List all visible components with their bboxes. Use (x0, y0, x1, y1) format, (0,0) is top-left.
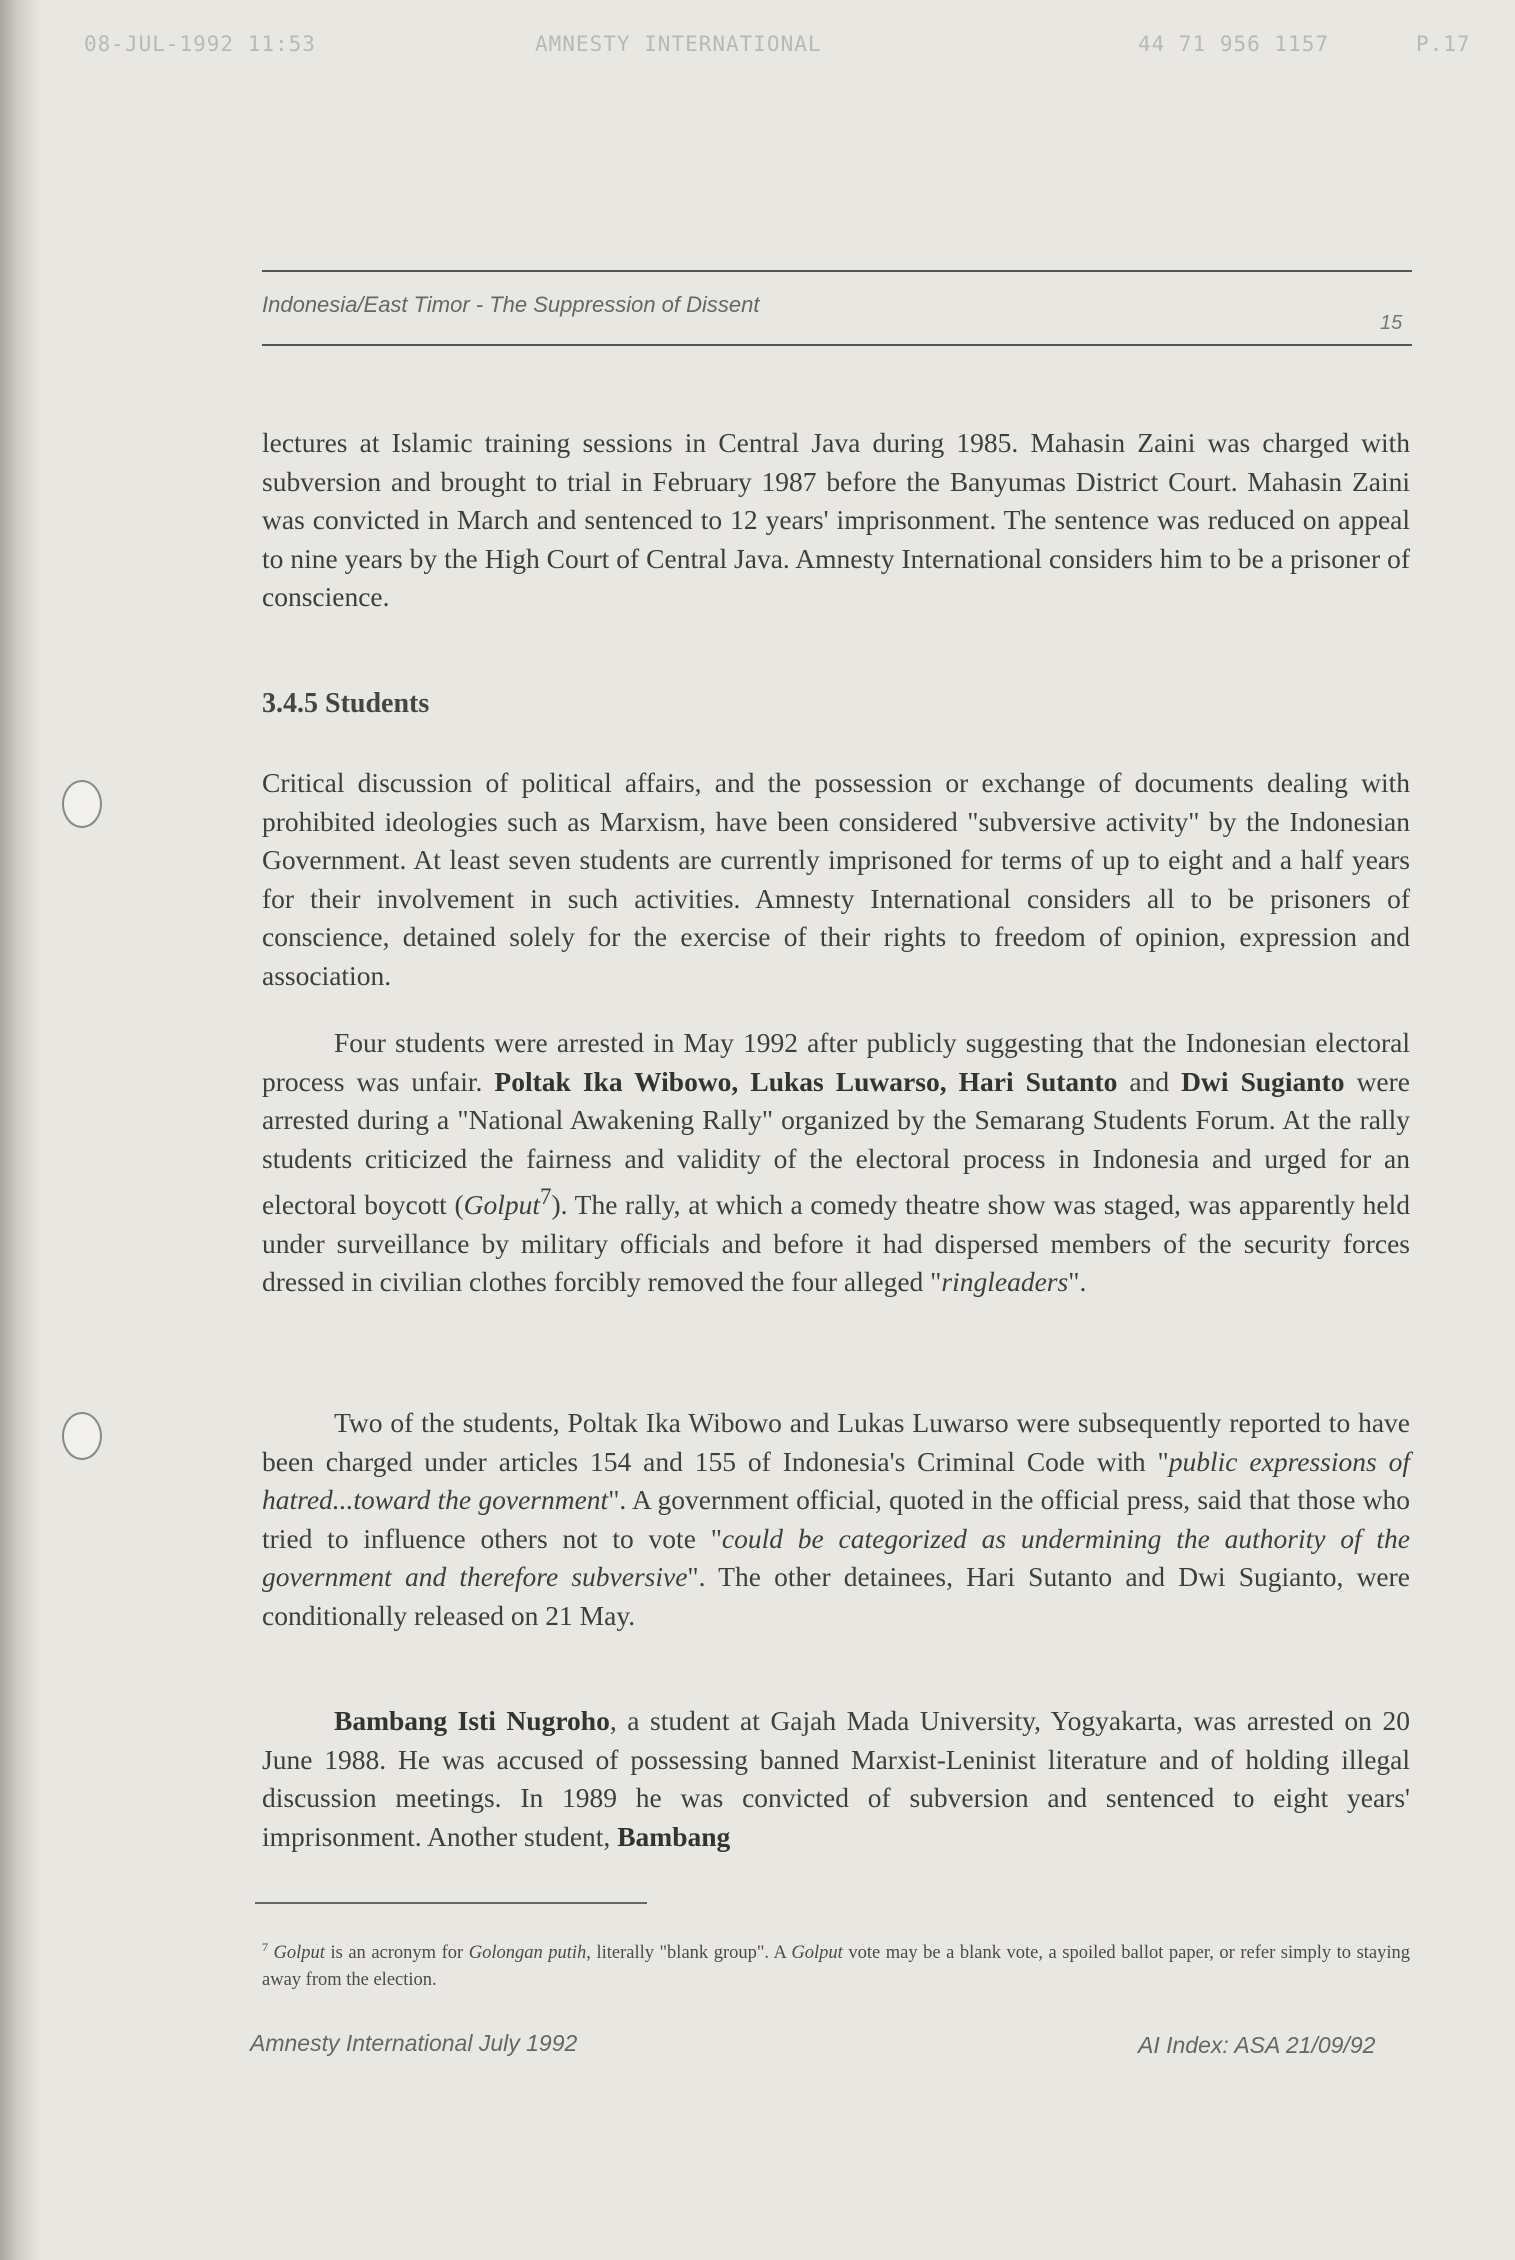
section-heading: 3.4.5 Students (262, 688, 430, 719)
footnote-term: Golput (273, 1943, 325, 1964)
footnote-rule (255, 1902, 647, 1904)
footnote-marker: 7 (540, 1184, 552, 1209)
paragraph-students: Critical discussion of political affairs, and the possession or exchange of documents dealing with prohibited ideologies such as Marxism, have been considered "subversive activity" by the Indonesian Government. At least seven students are currently imprisoned for terms of up to eight and a half years for their involvement in such activities. Amnesty International considers all to be prisoners of conscience, detained solely for the exercise of their rights to freedom of opinion, expression and association. (262, 767, 1410, 991)
golput-term: Golput (463, 1189, 540, 1221)
text-run: ". The other detainees, Hari Sutanto and Dwi Sugianto, were conditionally released on 21 May. (262, 1561, 1410, 1631)
footnote (262, 1934, 1410, 1994)
fax-page-number: P.17 (1416, 32, 1471, 56)
quote-subversive: could be categorized as undermining the authority of the government and therefore subversive (262, 1522, 1410, 1592)
header-rule-bottom (262, 344, 1412, 346)
quote-hatred: public expressions of hatred...toward the government (262, 1445, 1410, 1515)
student-name: Dwi Sugianto (1181, 1065, 1345, 1097)
text-run: , a student at Gajah Mada University, Yogyakarta, was arrested on 20 June 1988. He was accused of possessing banned Marxist-Leninist literature and of holding illegal discussion meetings. In 1989 he was convicted of subversion and sentenced to eight years' imprisonment. Another student, (262, 1705, 1410, 1852)
paragraph-two-students (262, 1404, 1410, 1635)
footer-publication: Amnesty International July 1992 (250, 2030, 578, 2056)
punch-hole (62, 780, 102, 828)
text-run: were arrested during a "National Awakening Rally" organized by the Semarang Students Forum. At the rally students criticized the fairness and validity of the electoral process in Indonesia and urged for an electoral boycott ( (262, 1065, 1410, 1221)
fax-sender: AMNESTY INTERNATIONAL (535, 32, 822, 56)
footnote-term: Golput (791, 1943, 843, 1964)
ringleaders-quote: ringleaders (941, 1266, 1069, 1298)
running-header-title: Indonesia/East Timor - The Suppression of Dissent (262, 292, 760, 317)
paragraph-bambang (262, 1702, 1410, 1856)
scan-page-edge (0, 0, 40, 2260)
fax-date-time: 08-JUL-1992 11:53 (84, 32, 316, 56)
text-run: Four students were arrested in May 1992 after publicly suggesting that the Indonesian electoral process was unfair. (262, 1027, 1410, 1097)
student-name: Bambang (617, 1820, 731, 1852)
text-run: ". (1068, 1266, 1087, 1298)
header-rule-top (262, 270, 1412, 272)
footnote-number: 7 (262, 1940, 268, 1954)
paragraph-intro: lectures at Islamic training sessions in Central Java during 1985. Mahasin Zaini was charged with subversion and brought to trial in February 1987 before the Banyumas District Court. Mahasin Zaini was convicted in March and sentenced to 12 years' imprisonment. The sentence was reduced on appeal to nine years by the High Court of Central Java. Amnesty International considers him to be a prisoner of conscience. (262, 427, 1410, 612)
punch-hole (62, 1412, 102, 1460)
paragraph-four-students (262, 1024, 1410, 1302)
footer-ai-index: AI Index: ASA 21/09/92 (1138, 2032, 1376, 2058)
text-run: ). The rally, at which a comedy theatre show was staged, was apparently held under surveillance by military officials and before it had dispersed members of the security forces dressed in civilian clothes forcibly removed the four alleged " (262, 1189, 1410, 1298)
student-name: Bambang Isti Nugroho (334, 1705, 610, 1736)
running-header-page-number: 15 (1380, 312, 1403, 334)
text-run: is an acronym for (324, 1943, 469, 1964)
text-run: , literally "blank group". A (586, 1943, 792, 1964)
text-run: and (1117, 1065, 1182, 1097)
fax-phone: 44 71 956 1157 (1138, 32, 1330, 56)
text-run: Two of the students, Poltak Ika Wibowo and Lukas Luwarso were subsequently reported to have been charged under articles 154 and 155 of Indonesia's Criminal Code with " (262, 1407, 1410, 1477)
footnote-term: Golongan putih (468, 1943, 587, 1964)
text-run: ". A government official, quoted in the official press, said that those who tried to influence others not to vote " (262, 1484, 1411, 1554)
fax-transmission-header (0, 32, 1515, 72)
student-names: Poltak Ika Wibowo, Lukas Luwarso, Hari Sutanto (494, 1065, 1118, 1097)
text-run: vote may be a blank vote, a spoiled ballot paper, or refer simply to staying away from the election. (262, 1943, 1411, 1991)
